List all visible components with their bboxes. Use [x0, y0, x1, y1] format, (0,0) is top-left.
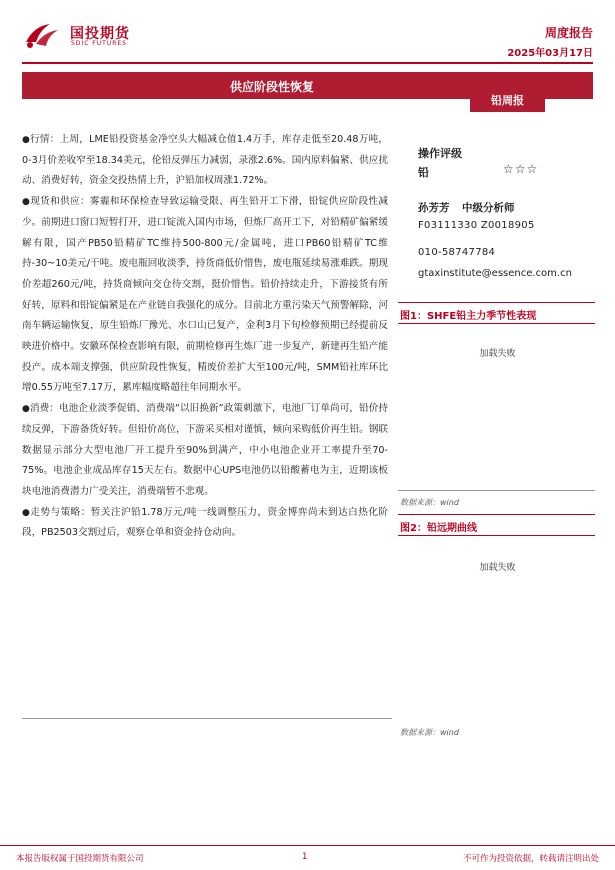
paragraph-text: 现货和供应：雾霾和环保检查导致运输受限、再生铅开工下滑，铅锭供应阶段性减少。前期进口窗口短暂打开，进口锭流入国内市场，但炼厂高开工下，对铅精矿偏紧缓解有限，国产PB50铅精矿TC维持500-800元/金属吨，进口PB60铅精矿TC维持-30~10美元/干吨。废电瓶回收淡季，持货商低价惜售，废电瓶延续易涨难跌。期现价差超260元/吨，持货商倾向交仓待交割，挺价惜售。铅价持续走升，下游接货有所好转，原料和铅锭偏紧是在产业链自我强化的成分。目前北方重污染天气预警解除，河南车辆运输恢复，原生铅炼厂豫光、水口山已复产，金利3月下旬检修预期已经提前反映进价格中。安徽环保检查影响有限，前期检修再生炼厂进一步复产，新建再生铅产能投产。成本端支撑强，供应阶段性恢复，精废价差扩大至100元/吨，SMM铅社库环比增0.55万吨至7.17万，累库幅度略超往年同期水平。: [22, 196, 389, 394]
body-text: [22, 130, 388, 544]
paragraph-strategy: [22, 503, 388, 544]
company-logo: [22, 20, 162, 50]
logo-en-text: SDIC FUTURES: [71, 40, 127, 47]
figure-1-source: 数据来源：wind: [400, 498, 459, 507]
rating-label: 操作评级: [418, 147, 462, 160]
logo-cn-text: 国投期货: [70, 26, 130, 42]
figure-2-top-rule: [398, 514, 595, 515]
rating-stars-icon: ☆☆☆: [503, 162, 539, 176]
figure-1-title: 图1：SHFE铅主力季节性表现: [400, 311, 537, 322]
report-category-tab: 铅周报: [470, 90, 545, 112]
analyst-title: 中级分析师: [462, 202, 515, 214]
figure-1-load-status: 加载失败: [479, 349, 516, 359]
bullet: ●: [22, 507, 31, 518]
figure-1-rule: [398, 323, 595, 324]
report-date: 2025年03月17日: [507, 48, 593, 59]
paragraph-market: [22, 130, 388, 192]
bullet: ●: [22, 404, 30, 415]
footer-disclaimer: 不可作为投资依据，转载请注明出处: [462, 854, 599, 864]
paragraph-supply: [22, 192, 388, 399]
footer-divider: [0, 845, 615, 846]
bullet: ●: [22, 135, 31, 145]
paragraph-text: 行情：上周，LME铅投资基金净空头大幅减仓值1.4万手，库存走低至20.48万吨，0-3月价差收窄至18.34美元，伦铅反弹压力减弱，录涨2.6%。国内原料偏紧、供应扰动、消费好转，资金交投热情上升，沪铅加权周涨1.72%。: [22, 134, 388, 187]
body-source: 数据来源：wind: [400, 728, 459, 737]
figure-2-load-status: 加载失败: [479, 563, 516, 573]
rating-item: 铅: [418, 166, 429, 179]
paragraph-text: 消费：电池企业淡季促销、消费端“以旧换新”政策刺激下，电池厂订单尚可，铅价持续反弹，下游备货好转。但铅价高位，下游采买相对谨慎，倾向采购低价再生铅。钢联数据显示部分大型电池厂开工提升至90%到满产，中小电池企业开工率提升至70-75%。电池企业成品库存15天左右。数据中心UPS电池仍以铅酸蓄电为主，近期该板块电池消费潜力广受关注，消费端暂不悲观。: [22, 403, 388, 497]
report-type: 周度报告: [544, 26, 593, 40]
header-divider: [22, 62, 593, 64]
figure-2-rule: [398, 535, 595, 536]
figure-2-title: 图2：铅远期曲线: [400, 523, 477, 534]
body-divider: [22, 718, 392, 719]
logo-mark-icon: [22, 20, 62, 50]
analyst-phone: 010-58747784: [418, 247, 496, 258]
analyst-cert: F03111330 Z0018905: [418, 220, 535, 231]
page-number: 1: [302, 852, 308, 862]
analyst-email[interactable]: gtaxinstitute@essence.com.cn: [418, 268, 572, 279]
paragraph-text: 走势与策略：暂关注沪铅1.78万元/吨一线调整压力，资金博弈尚未到达白热化阶段，PB2503交割过后，观察仓单和资金持仓动向。: [22, 506, 388, 539]
analyst-name: 孙芳芳: [418, 202, 450, 214]
figure-1-bottom-rule: [398, 490, 595, 491]
paragraph-consumption: [22, 399, 388, 503]
footer-copyright: 本报告版权属于国投期货有限公司: [16, 854, 144, 864]
bullet: ●: [22, 197, 31, 208]
report-title: 供应阶段性恢复: [229, 80, 314, 94]
figure-1-top-rule: [398, 302, 595, 303]
